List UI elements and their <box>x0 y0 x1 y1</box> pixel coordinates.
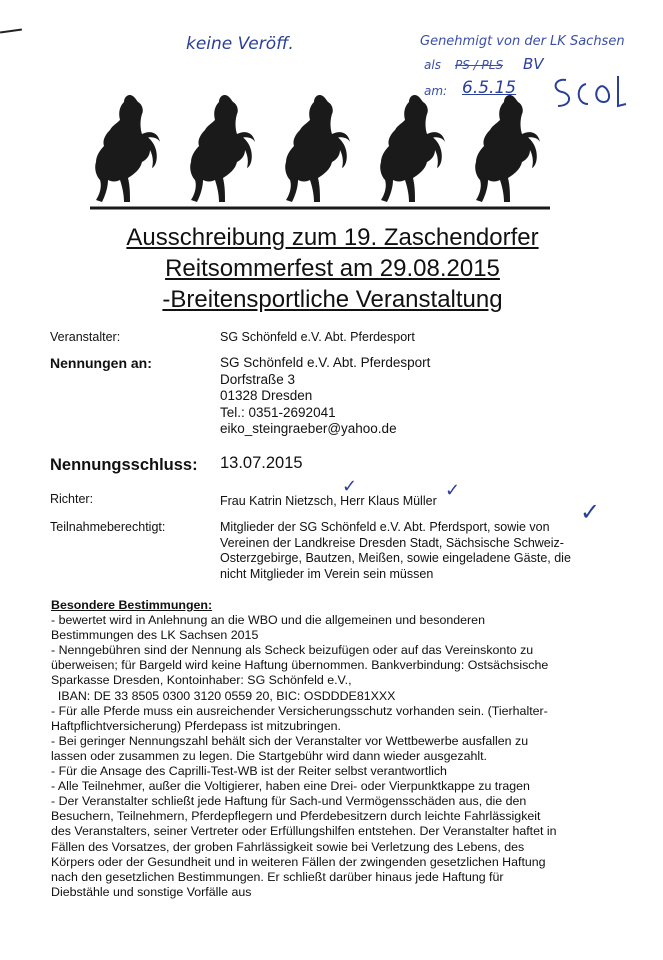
teilnahme-line: nicht Mitglieder im Verein sein müssen <box>220 566 434 581</box>
nennungen-line: Tel.: 0351-2692041 <box>220 404 336 420</box>
teilnahme-label: Teilnahmeberechtigt: <box>50 520 166 534</box>
nennungen-label: Nennungen an: <box>50 355 152 371</box>
nennungen-address <box>220 355 430 438</box>
stamp-als-label: als <box>424 58 441 72</box>
bestimmungen-line: Körpers oder der Gesundheit und in weiteren Fällen der zwingenden gesetzlichen Haftung <box>51 854 546 869</box>
title-line3: -Breitensportliche Veranstaltung <box>162 286 503 313</box>
bestimmungen-line: - Für alle Pferde muss ein ausreichender Versicherungsschutz vorhanden sein. (Tierhalter- <box>51 703 548 718</box>
bestimmungen-line: Bestimmungen des LK Sachsen 2015 <box>51 628 259 643</box>
stamp-line1: Genehmigt von der LK Sachsen <box>420 34 625 49</box>
richter-label: Richter: <box>50 492 94 506</box>
teilnahme-line: Osterzgebirge, Bautzen, Meißen, sowie eingeladene Gäste, die <box>220 551 571 565</box>
bestimmungen-line: Fällen des Vorsatzes, der groben Fahrlässigkeit sowie bei Verletzung des Lebens, des <box>51 839 525 854</box>
signature-mark <box>548 72 628 114</box>
bestimmungen-line: lassen oder zusammen zu legen. Die Startgebühr wird dann wieder ausgezahlt. <box>51 748 487 763</box>
bestimmungen-heading: Besondere Bestimmungen: <box>51 598 213 612</box>
bestimmungen-line: - Alle Teilnehmer, außer die Voltigierer, haben eine Drei- oder Vierpunktkappe zu tragen <box>51 779 530 794</box>
bestimmungen-line: des Veranstalters, seiner Vertreter oder Erfüllungshilfen entstehen. Der Veranstalter haftet in <box>51 824 557 839</box>
bestimmungen-line: - bewertet wird in Anlehnung an die WBO und die allgemeinen und besonderen <box>51 613 485 628</box>
teilnahme-value <box>220 520 571 582</box>
bestimmungen-line: - Bei geringer Nennungszahl behält sich der Veranstalter vor Wettbewerbe ausfallen zu <box>51 733 529 748</box>
bestimmungen-section <box>51 598 611 900</box>
horse-3 <box>285 95 350 202</box>
bestimmungen-line: - Für die Ansage des Caprilli-Test-WB ist der Reiter selbst verantwortlich <box>51 764 447 779</box>
teilnahme-line: Mitglieder der SG Schönfeld e.V. Abt. Pferdsport, sowie von <box>220 520 550 534</box>
nennungen-line: 01328 Dresden <box>220 388 313 403</box>
stamp-am-value: 6.5.15 <box>462 78 517 98</box>
bestimmungen-line: überweisen; für Bargeld wird keine Haftung übernommen. Bankverbindung: Ostsächsische <box>51 658 549 673</box>
title-line2: Reitsommerfest am 29.08.2015 <box>165 255 500 282</box>
bestimmungen-line: Haftpflichtversicherung) Pferdepass ist mitzubringen. <box>51 718 341 733</box>
bestimmungen-line: Besuchern, Teilnehmern, Pferdepflegern und Pferdebesitzern durch leichte Fahrlässigkeit <box>51 809 541 824</box>
horse-silhouettes-banner <box>80 90 560 215</box>
check-mark-2: ✓ <box>445 480 461 501</box>
check-mark-3: ✓ <box>580 498 601 526</box>
margin-mark <box>0 28 22 33</box>
horse-1 <box>95 95 160 202</box>
nennungsschluss-label: Nennungsschluss: <box>50 456 198 474</box>
teilnahme-line: Vereinen der Landkreise Dresden Stadt, Sächsische Schweiz- <box>220 535 564 550</box>
stamp-als-struck: PS / PLS <box>455 58 504 72</box>
check-mark-1: ✓ <box>342 476 358 497</box>
nennungsschluss-value: 13.07.2015 <box>220 454 303 472</box>
veranstalter-value: SG Schönfeld e.V. Abt. Pferdesport <box>220 330 415 344</box>
horse-4 <box>380 95 445 202</box>
title-line1: Ausschreibung zum 19. Zaschendorfer <box>126 224 539 251</box>
bestimmungen-line: - Nenngebühren sind der Nennung als Scheck beizufügen oder auf das Vereinskonto zu <box>51 643 534 658</box>
horse-2 <box>190 95 255 202</box>
bestimmungen-line: Diebstähle und sonstige Vorfälle aus <box>51 884 252 899</box>
bestimmungen-line: nach den gesetzlichen Bestimmungen. Er schließt darüber hinaus jede Haftung für <box>51 869 504 884</box>
bestimmungen-line: Sparkasse Dresden, Kontoinhaber: SG Schönfeld e.V., <box>51 673 352 688</box>
nennungen-line: Dorfstraße 3 <box>220 371 296 387</box>
veranstalter-label: Veranstalter: <box>50 330 121 344</box>
stamp-als-value: BV <box>523 55 544 73</box>
horse-5 <box>475 95 540 202</box>
richter-value: Frau Katrin Nietzsch, Herr Klaus Müller <box>220 494 437 508</box>
bestimmungen-line: - Der Veranstalter schließt jede Haftung für Sach-und Vermögensschäden aus, die den <box>51 794 527 809</box>
handwritten-note: keine Veröff. <box>186 34 294 54</box>
nennungen-line: eiko_steingraeber@yahoo.de <box>220 421 397 436</box>
stamp-am-label: am: <box>424 84 448 98</box>
bestimmungen-line: IBAN: DE 33 8505 0300 3120 0559 20, BIC: OSDDDE81XXX <box>51 688 396 703</box>
nennungen-line: SG Schönfeld e.V. Abt. Pferdesport <box>220 355 431 370</box>
